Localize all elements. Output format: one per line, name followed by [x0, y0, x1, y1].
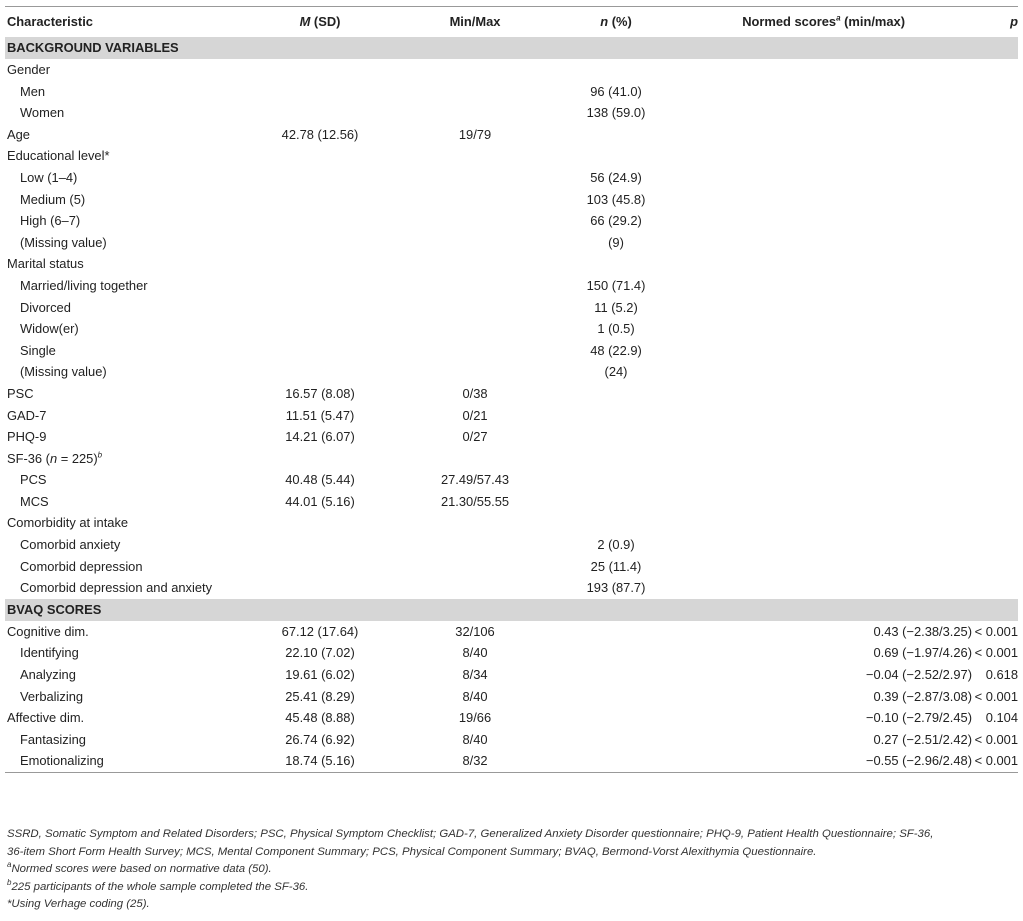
row-label: Divorced	[20, 299, 71, 315]
cell-mean-sd: 11.51 (5.47)	[285, 407, 355, 423]
table-row	[5, 59, 1018, 81]
table-row	[5, 729, 1018, 751]
cell-minmax: 0/27	[462, 429, 488, 445]
cell-mean-sd: 25.41 (8.29)	[285, 688, 355, 704]
cell-mean-sd: 14.21 (6.07)	[285, 429, 355, 445]
cell-mean-sd: 18.74 (5.16)	[285, 753, 355, 769]
cell-p: < 0.001	[974, 688, 1018, 704]
cell-mean-sd: 44.01 (5.16)	[285, 493, 355, 509]
row-label: SF-36 (n = 225)$^b$	[7, 450, 103, 466]
table-row	[5, 210, 1018, 232]
table-row	[5, 102, 1018, 124]
cell-n-percent: 25 (11.4)	[590, 558, 642, 574]
header-mean-sd	[245, 7, 395, 37]
row-label: Identifying	[20, 645, 79, 661]
cell-mean-sd: 19.61 (6.02)	[285, 667, 355, 683]
table-row	[5, 167, 1018, 189]
table-row	[5, 232, 1018, 254]
note-b: $^b$225 participants of the whole sample completed the SF-36.	[7, 877, 309, 893]
row-label: Age	[7, 126, 30, 142]
cell-n-percent: 103 (45.8)	[586, 191, 646, 207]
header-n: n	[600, 14, 609, 29]
row-label: Women	[20, 105, 65, 121]
cell-minmax: 8/40	[462, 731, 488, 747]
cell-n-percent: 150 (71.4)	[586, 277, 646, 293]
table-row	[5, 686, 1018, 708]
table-row	[5, 383, 1018, 405]
row-label: High (6–7)	[20, 213, 81, 229]
table-row	[5, 556, 1018, 578]
table-body	[5, 37, 1018, 773]
cell-minmax: 8/40	[462, 688, 488, 704]
row-label: Comorbid depression and anxiety	[20, 580, 213, 596]
header-p: p	[1010, 14, 1018, 29]
cell-n-percent: 96 (41.0)	[590, 83, 642, 99]
row-label: Comorbid depression	[20, 558, 143, 574]
row-label: (Missing value)	[20, 234, 107, 250]
cell-minmax: 8/40	[462, 645, 488, 661]
cell-p: < 0.001	[974, 753, 1018, 769]
cell-mean-sd: 42.78 (12.56)	[281, 126, 359, 142]
header-pct: (%)	[611, 14, 632, 29]
row-label: Emotionalizing	[20, 753, 104, 769]
row-label: Affective dim.	[7, 710, 85, 726]
row-label: Low (1–4)	[20, 169, 78, 185]
section-header-row	[5, 599, 1018, 621]
row-label: Cognitive dim.	[7, 623, 89, 639]
row-label: PHQ-9	[7, 429, 47, 445]
note-abbreviations-1: SSRD, Somatic Symptom and Related Disorders; PSC, Physical Symptom Checklist; GAD-7, Generalized Anxiety Disorder questionnaire; PHQ-9, Patient Health Questionnaire; SF-36,	[7, 828, 934, 840]
cell-n-percent: 56 (24.9)	[590, 169, 642, 185]
cell-n-percent: 193 (87.7)	[586, 580, 646, 596]
table-row	[5, 664, 1018, 686]
row-label: Fantasizing	[20, 731, 86, 747]
table-row	[5, 297, 1018, 319]
cell-n-percent: 1 (0.5)	[597, 321, 635, 337]
cell-n-percent: (24)	[604, 364, 628, 380]
results-table	[5, 6, 1018, 773]
table-row	[5, 189, 1018, 211]
row-label: Analyzing	[20, 667, 76, 683]
cell-mean-sd: 26.74 (6.92)	[285, 731, 355, 747]
cell-n-percent: 2 (0.9)	[597, 537, 635, 553]
cell-minmax: 19/79	[458, 126, 492, 142]
table-row	[5, 448, 1018, 470]
cell-minmax: 8/34	[462, 667, 488, 683]
cell-p: < 0.001	[974, 623, 1018, 639]
row-label: Marital status	[7, 256, 84, 272]
cell-minmax: 8/32	[462, 753, 488, 769]
note-a: $^a$Normed scores were based on normative data (50).	[7, 860, 272, 876]
table-row	[5, 405, 1018, 427]
table-row	[5, 642, 1018, 664]
row-label: Widow(er)	[20, 321, 79, 337]
header-m: M	[299, 14, 311, 29]
row-label: Gender	[7, 62, 50, 77]
table-notes	[7, 826, 1017, 914]
cell-p: 0.618	[985, 667, 1018, 683]
row-label: (Missing value)	[20, 364, 107, 380]
cell-mean-sd: 40.48 (5.44)	[285, 472, 355, 488]
cell-minmax: 0/21	[462, 407, 488, 423]
table-row	[5, 253, 1018, 275]
table-row	[5, 512, 1018, 534]
table-row	[5, 750, 1018, 773]
row-label: PCS	[20, 472, 47, 488]
section-title: BVAQ SCORES	[7, 601, 102, 617]
cell-minmax: 27.49/57.43	[440, 472, 510, 488]
cell-p: < 0.001	[974, 731, 1018, 747]
cell-normed: −0.55 (−2.96/2.48)	[865, 753, 972, 769]
cell-normed: −0.10 (−2.79/2.45)	[865, 710, 972, 726]
cell-minmax: 19/66	[458, 710, 492, 726]
row-label: Men	[20, 83, 46, 99]
row-label: Educational level*	[7, 148, 110, 164]
cell-n-percent: 11 (5.2)	[594, 299, 638, 315]
cell-minmax: 0/38	[462, 385, 488, 401]
cell-mean-sd: 67.12 (17.64)	[281, 623, 359, 639]
table-row	[5, 534, 1018, 556]
table-row	[5, 707, 1018, 729]
header-minmax: Min/Max	[449, 14, 501, 29]
table-row	[5, 577, 1018, 599]
table-row	[5, 621, 1018, 643]
table-row	[5, 318, 1018, 340]
table-header-row	[5, 6, 1018, 37]
cell-p: 0.104	[985, 710, 1018, 726]
table-row	[5, 491, 1018, 513]
row-label: Single	[20, 342, 56, 358]
table-row	[5, 124, 1018, 146]
cell-p: < 0.001	[974, 645, 1018, 661]
cell-normed: 0.43 (−2.38/3.25)	[873, 623, 972, 639]
row-label: GAD-7	[7, 407, 47, 423]
cell-normed: 0.27 (−2.51/2.42)	[873, 731, 972, 747]
section-header-row	[5, 37, 1018, 59]
cell-mean-sd: 16.57 (8.08)	[285, 385, 355, 401]
cell-normed: 0.39 (−2.87/3.08)	[873, 688, 972, 704]
row-label: PSC	[7, 385, 34, 401]
table-row	[5, 361, 1018, 383]
cell-mean-sd: 45.48 (8.88)	[285, 710, 355, 726]
row-label: MCS	[20, 493, 49, 509]
row-label: Medium (5)	[20, 191, 86, 207]
table-row	[5, 469, 1018, 491]
header-normed-scores: Normed scores$^a$ (min/max)	[742, 13, 905, 29]
note-star: *Using Verhage coding (25).	[7, 898, 150, 911]
row-label: Verbalizing	[20, 688, 84, 704]
cell-normed: 0.69 (−1.97/4.26)	[873, 645, 972, 661]
cell-n-percent: 138 (59.0)	[586, 105, 646, 121]
cell-n-percent: 66 (29.2)	[590, 213, 642, 229]
section-title: BACKGROUND VARIABLES	[7, 40, 179, 55]
header-sd: (SD)	[313, 14, 341, 29]
row-label: Comorbid anxiety	[20, 537, 121, 553]
cell-n-percent: (9)	[608, 234, 624, 250]
cell-minmax: 32/106	[455, 623, 495, 639]
table-row	[5, 426, 1018, 448]
row-label: Married/living together	[20, 277, 148, 293]
note-abbreviations-2: 36-item Short Form Health Survey; MCS, Mental Component Summary; PCS, Physical Component Summary; BVAQ, Bermond-Vorst Alexithymia Questionnaire.	[7, 845, 817, 858]
cell-normed: −0.04 (−2.52/2.97)	[865, 667, 972, 683]
cell-mean-sd: 22.10 (7.02)	[285, 645, 355, 661]
table-row	[5, 81, 1018, 103]
cell-minmax: 21.30/55.55	[440, 493, 510, 509]
table-row	[5, 340, 1018, 362]
row-label: Comorbidity at intake	[7, 515, 129, 531]
cell-n-percent: 48 (22.9)	[590, 342, 642, 358]
table-row	[5, 145, 1018, 167]
table-row	[5, 275, 1018, 297]
header-characteristic: Characteristic	[7, 14, 93, 29]
